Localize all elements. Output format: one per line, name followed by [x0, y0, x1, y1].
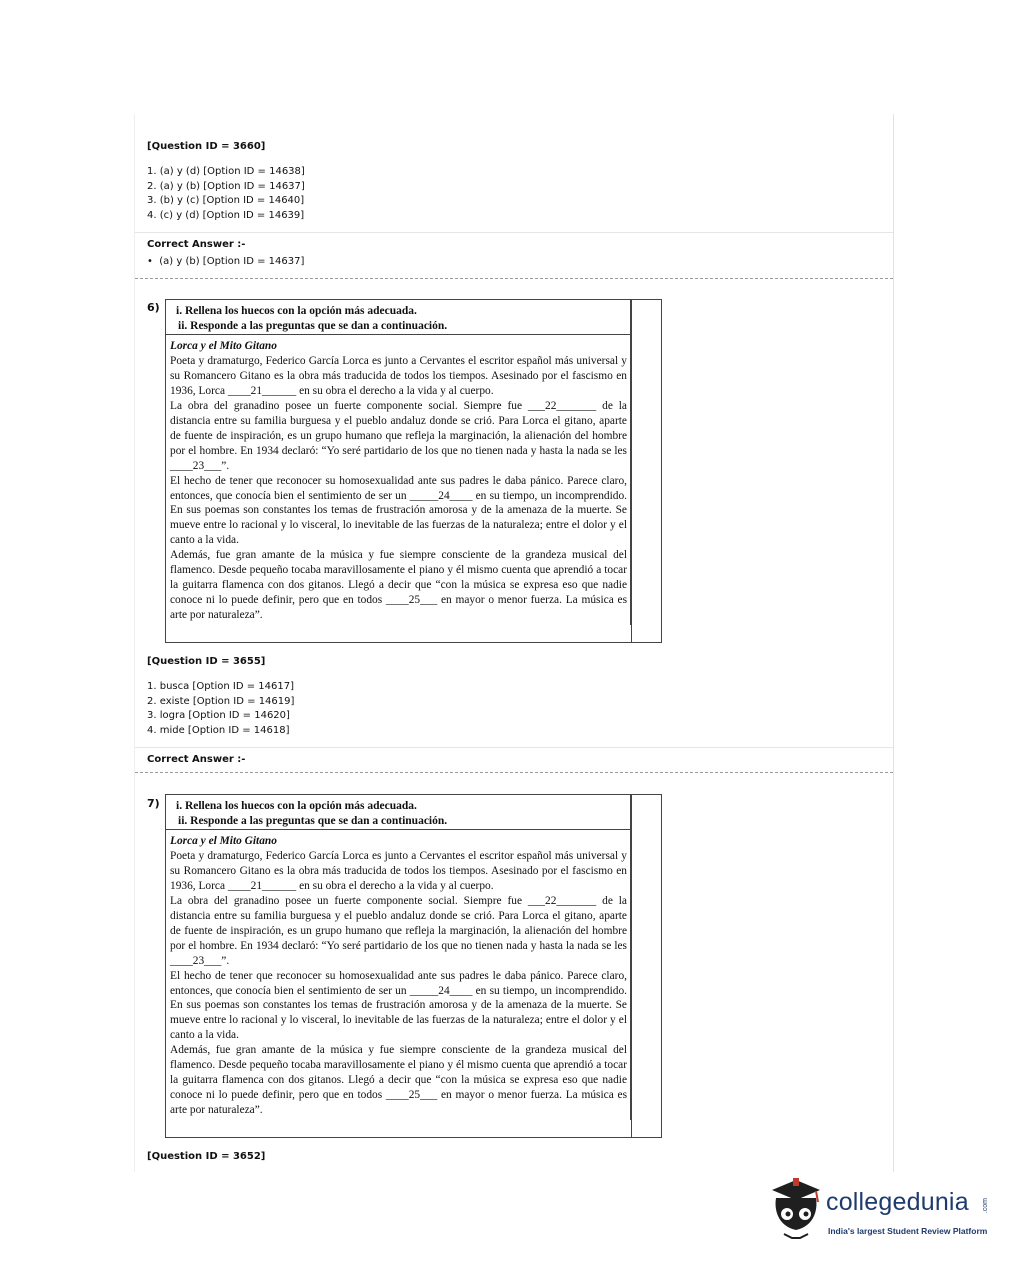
instruction-2: ii. Responde a las preguntas que se dan a continuación. [178, 815, 448, 827]
passage-title: Lorca y el Mito Gitano [170, 835, 277, 847]
question-id: [Question ID = 3660] [147, 141, 266, 152]
passage-paragraph: El hecho de tener que reconocer su homosexualidad ante sus padres le daba pánico. Parece claro, entonces, que conocía bien el sentimiento de ser un _____24____ en su tiempo, un incomprendido. En sus poemas son constantes los temas de frustración amorosa y de la amenaza de la muerte. Se mueve entre lo racional y lo visceral, lo inevitable de las fuerzas de la naturaleza; entre el dolor y el canto a la vida. [170, 474, 627, 547]
option-item: 2. (a) y (b) [Option ID = 14637] [147, 180, 305, 192]
option-item: 2. existe [Option ID = 14619] [147, 695, 295, 707]
option-item: 3. logra [Option ID = 14620] [147, 710, 290, 721]
question-number: 7) [147, 797, 160, 810]
logo-dotcom: .com [982, 1198, 989, 1214]
correct-answer-label: Correct Answer :- [147, 239, 246, 250]
question-box-side-column [631, 795, 661, 1137]
options-list [147, 165, 305, 223]
dashed-divider [135, 278, 893, 279]
instruction-1: i. Rellena los huecos con la opción más adecuada. [176, 800, 417, 812]
options-list [147, 680, 294, 738]
passage-title: Lorca y el Mito Gitano [170, 340, 277, 352]
bullet-icon: • [147, 256, 160, 267]
passage-paragraph: Poeta y dramaturgo, Federico García Lorca es junto a Cervantes el escritor español más universal y su Romancero Gitano es la obra más traducida de todos los tiempos. Asesinado por el fascismo en 1936, Lorca ____21______ en su obra el derecho a la vida y al cuerpo. [170, 354, 627, 397]
instructions [166, 795, 631, 830]
option-item: 4. mide [Option ID = 14618] [147, 724, 290, 736]
passage-paragraph: Además, fue gran amante de la música y fue siempre consciente de la grandeza musical del flamenco. Desde pequeño tocaba maravillosamente el piano y él mismo cuenta que aprendió a tocar la guitarra flamenca con dos gitanos. Llegó a decir que “con la música se expresa eso que nadie conoce ni lo puede definir, pero que en todos ____25___ en mayor o menor fuerza. La música es arte por naturaleza”. [170, 549, 627, 622]
instruction-2: ii. Responde a las preguntas que se dan a continuación. [178, 320, 448, 332]
instruction-1: i. Rellena los huecos con la opción más adecuada. [176, 305, 417, 317]
divider [135, 747, 893, 748]
logo-wordmark: collegedunia [826, 1188, 969, 1216]
question-id: [Question ID = 3652] [147, 1151, 266, 1162]
option-item: 3. (b) y (c) [Option ID = 14640] [147, 195, 305, 206]
question-box-side-column [631, 300, 661, 642]
correct-answer-value: • (a) y (b) [Option ID = 14637] [147, 256, 305, 267]
instructions [166, 300, 631, 335]
question-box [165, 794, 662, 1138]
exam-sheet [134, 114, 894, 1172]
question-id: [Question ID = 3655] [147, 656, 266, 667]
passage [166, 830, 631, 1120]
question-box [165, 299, 662, 643]
passage-paragraph: El hecho de tener que reconocer su homosexualidad ante sus padres le daba pánico. Parece claro, entonces, que conocía bien el sentimiento de ser un _____24____ en su tiempo, un incomprendido. En sus poemas son constantes los temas de frustración amorosa y de la amenaza de la muerte. Se mueve entre lo racional y lo visceral, lo inevitable de las fuerzas de la naturaleza; entre el dolor y el canto a la vida. [170, 969, 627, 1042]
divider [135, 232, 893, 233]
passage-paragraph: Además, fue gran amante de la música y fue siempre consciente de la grandeza musical del flamenco. Desde pequeño tocaba maravillosamente el piano y él mismo cuenta que aprendió a tocar la guitarra flamenca con dos gitanos. Llegó a decir que “con la música se expresa eso que nadie conoce ni lo puede definir, pero que en todos ____25___ en mayor o menor fuerza. La música es arte por naturaleza”. [170, 1044, 627, 1117]
dashed-divider [135, 772, 893, 773]
option-item: 1. (a) y (d) [Option ID = 14638] [147, 166, 305, 177]
option-item: 1. busca [Option ID = 14617] [147, 681, 294, 692]
question-number: 6) [147, 301, 160, 314]
correct-answer-label: Correct Answer :- [147, 754, 246, 765]
passage-paragraph: La obra del granadino posee un fuerte componente social. Siempre fue ___22_______ de la distancia entre su familia burguesa y el pueblo andaluz donde se crió. Para Lorca el gitano, aparte de fuente de inspiración, es un grupo humano que refleja la marginación, la alienación del hombre por el hombre. En 1934 declaró: “Yo seré partidario de los que no tienen nada y hasta la nada se les ____23___”. [170, 894, 627, 967]
passage [166, 335, 631, 625]
passage-paragraph: La obra del granadino posee un fuerte componente social. Siempre fue ___22_______ de la distancia entre su familia burguesa y el pueblo andaluz donde se crió. Para Lorca el gitano, aparte de fuente de inspiración, es un grupo humano que refleja la marginación, la alienación del hombre por el hombre. En 1934 declaró: “Yo seré partidario de los que no tienen nada y hasta la nada se les ____23___”. [170, 399, 627, 472]
logo-tagline: India's largest Student Review Platform [828, 1226, 988, 1236]
passage-paragraph: Poeta y dramaturgo, Federico García Lorca es junto a Cervantes el escritor español más universal y su Romancero Gitano es la obra más traducida de todos los tiempos. Asesinado por el fascismo en 1936, Lorca ____21______ en su obra el derecho a la vida y al cuerpo. [170, 849, 627, 892]
option-item: 4. (c) y (d) [Option ID = 14639] [147, 209, 305, 221]
